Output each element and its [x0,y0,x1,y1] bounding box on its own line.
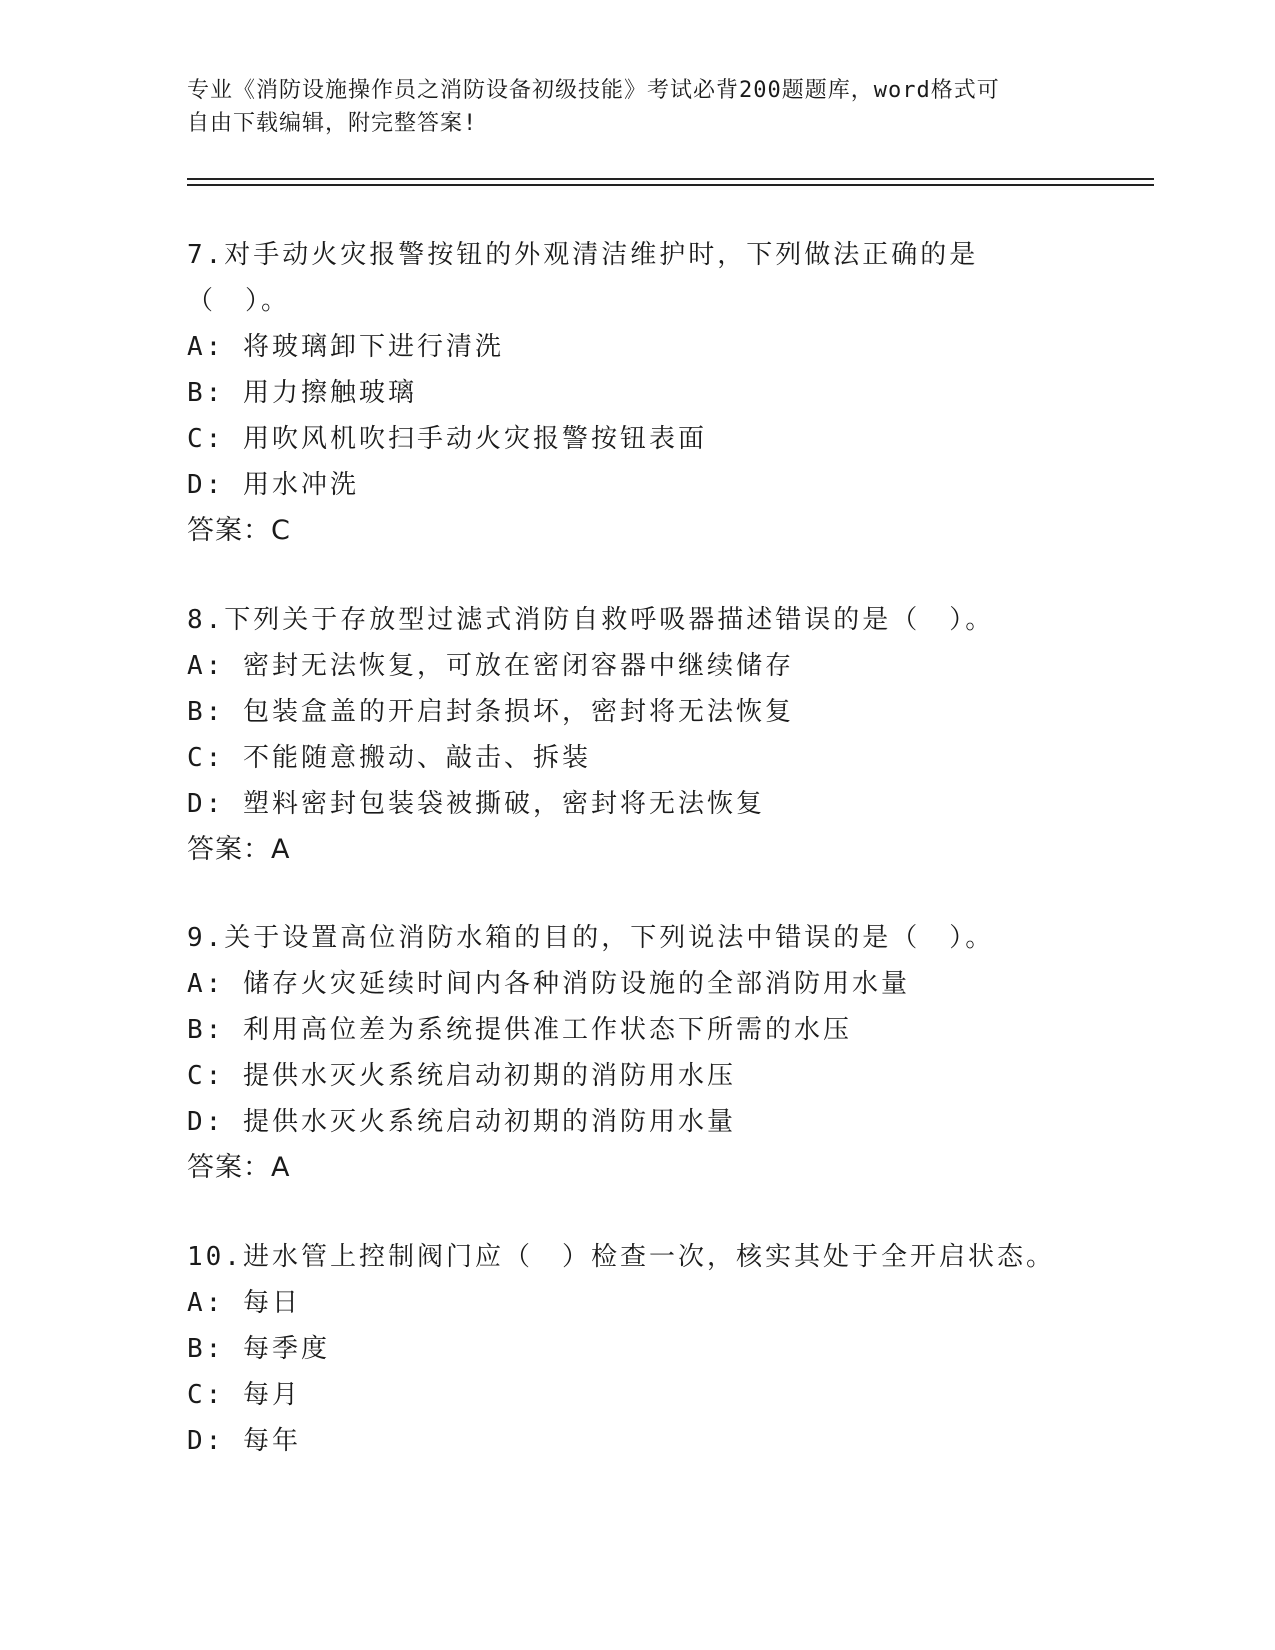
question-9 [187,915,1147,1191]
option-d: D: 塑料密封包装袋被撕破，密封将无法恢复 [187,789,765,819]
header-divider-bottom [187,184,1154,186]
option-a: A: 密封无法恢复，可放在密闭容器中继续储存 [187,651,794,681]
option-a: A: 储存火灾延续时间内各种消防设施的全部消防用水量 [187,969,910,999]
option-b: B: 利用高位差为系统提供准工作状态下所需的水压 [187,1015,852,1045]
header-line-2: 自由下载编辑，附完整答案! [187,111,478,136]
option-b: B: 每季度 [187,1334,330,1364]
question-stem: 7.对手动火灾报警按钮的外观清洁维护时，下列做法正确的是（ ）。 [187,240,979,316]
option-a: A: 将玻璃卸下进行清洗 [187,332,504,362]
document-header [187,74,1087,140]
answer: 答案：C [187,515,291,546]
option-a: A: 每日 [187,1288,301,1318]
option-b: B: 包装盒盖的开启封条损坏，密封将无法恢复 [187,697,794,727]
answer: 答案：A [187,1152,291,1183]
header-line-1: 专业《消防设施操作员之消防设备初级技能》考试必背200题题库，word格式可 [187,78,1000,103]
question-8 [187,597,1147,873]
question-10 [187,1234,1147,1464]
option-c: C: 每月 [187,1380,301,1410]
option-d: D: 用水冲洗 [187,470,359,500]
question-stem: 10.进水管上控制阀门应（ ）检查一次，核实其处于全开启状态。 [187,1242,1055,1272]
option-c: C: 提供水灭火系统启动初期的消防用水压 [187,1061,736,1091]
option-c: C: 不能随意搬动、敲击、拆装 [187,743,591,773]
question-stem: 8.下列关于存放型过滤式消防自救呼吸器描述错误的是（ ）。 [187,605,995,635]
option-d: D: 每年 [187,1426,301,1456]
header-divider-top [187,178,1154,180]
question-stem: 9.关于设置高位消防水箱的目的，下列说法中错误的是（ ）。 [187,923,995,953]
option-d: D: 提供水灭火系统启动初期的消防用水量 [187,1107,736,1137]
option-b: B: 用力擦触玻璃 [187,378,417,408]
option-c: C: 用吹风机吹扫手动火灾报警按钮表面 [187,424,707,454]
question-7 [187,232,1147,554]
answer: 答案：A [187,834,291,865]
